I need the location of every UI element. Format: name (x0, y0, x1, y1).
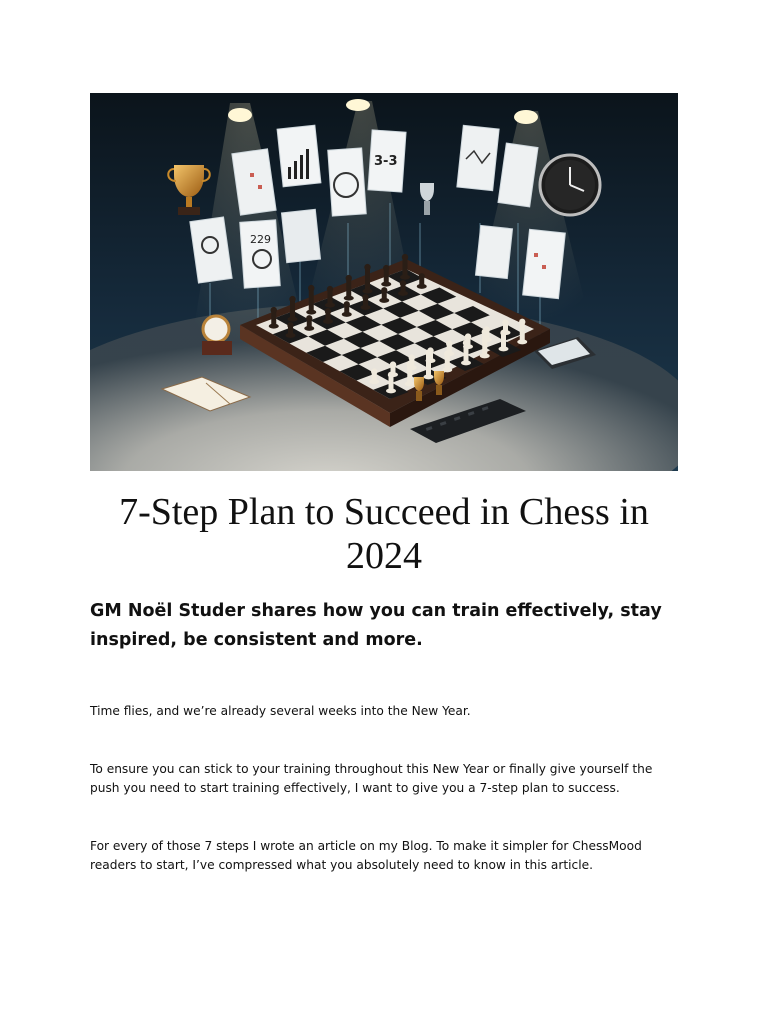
page-title: 7-Step Plan to Succeed in Chess in 2024 (119, 491, 649, 577)
hero-image (90, 93, 678, 471)
article-paragraph: To ensure you can stick to your training throughout this New Year or finally give yourself the push you need to start training effectively, I want to give you a 7-step plan to success. (90, 762, 653, 795)
article-paragraph: Time flies, and we’re already several weeks into the New Year. (90, 704, 471, 718)
chess-training-illustration (90, 93, 678, 471)
article-paragraph: For every of those 7 steps I wrote an article on my Blog. To make it simpler for ChessMood readers to start, I’ve compressed what you absolutely need to know in this article. (90, 839, 642, 872)
card-number-label: 229 (250, 233, 271, 246)
card-score-label: 3-3 (374, 154, 398, 169)
article-subtitle: GM Noël Studer shares how you can train effectively, stay inspired, be consistent and more. (90, 601, 662, 650)
